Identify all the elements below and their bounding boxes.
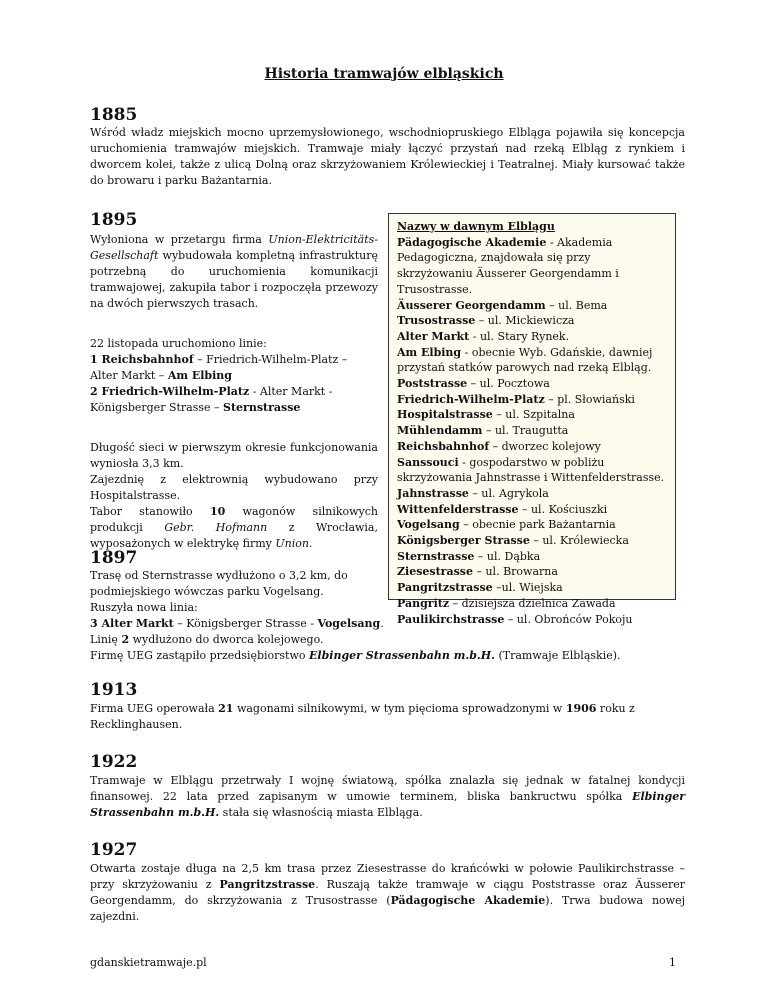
old-name: Trusostrasse <box>397 314 476 328</box>
maker-name: Gebr. Hofmann <box>164 521 268 534</box>
footer-site: gdanskietramwaje.pl <box>90 956 207 969</box>
modern-name: – dworzec kolejowy <box>489 439 601 453</box>
old-name: Paulikirchstrasse <box>397 612 505 626</box>
text-line: podmiejskiego wówczas parku Vogelsang. <box>90 585 324 598</box>
name-entry <box>397 486 667 502</box>
old-name: Sanssouci <box>397 455 459 469</box>
text: ). Trwa budowa nowej zajezdni. <box>90 894 686 923</box>
line-route: – Friedrich-Wilhelm-Platz – Alter Markt – <box>90 353 348 382</box>
old-name: Alter Markt <box>397 329 470 343</box>
line-start: 2 Friedrich-Wilhelm-Platz <box>90 385 250 398</box>
name-entry <box>397 517 667 533</box>
modern-name: – ul. Dąbka <box>474 549 541 563</box>
paragraph <box>90 773 685 821</box>
modern-name: - gospodarstwo w pobliżu skrzyżowania Jahnstrasse i Wittenfelderstrasse. <box>397 455 665 485</box>
text: . Ruszają także tramwaje w ciągu Poststrasse oraz Äusserer Georgendamm, do skrzyżowania z Trusostrasse ( <box>90 878 685 907</box>
name-entry <box>397 502 667 518</box>
modern-name: – ul. Bema <box>545 298 608 312</box>
text: wybudowała kompletną infrastrukturę potrzebną do uruchomienia komunikacji tramwajowej, zakupiła tabor i rozpoczęła przewozy na dwóch pierwszych trasach. <box>90 249 378 310</box>
text: Firma UEG operowała <box>90 702 219 715</box>
name-entry <box>397 439 667 455</box>
document-title: Historia tramwajów elbląskich <box>264 66 504 82</box>
old-name: Pädagogische Akademie <box>397 235 547 249</box>
year-heading-1922: 1922 <box>90 752 138 772</box>
old-name: Jahnstrasse <box>397 486 469 500</box>
old-name: Ziesestrasse <box>397 565 473 579</box>
text: wagonami silnikowymi, w tym pięcioma sprowadzonymi w <box>233 702 566 715</box>
old-name: Hospitalstrasse <box>397 408 493 422</box>
text: roku z Recklinghausen. <box>90 702 635 731</box>
line-number: 2 <box>121 633 130 646</box>
name-entry <box>397 298 667 314</box>
name-entry <box>397 549 667 565</box>
year-heading-1913: 1913 <box>90 680 138 700</box>
old-name: Reichsbahnhof <box>397 439 490 453</box>
old-name: Sternstrasse <box>397 549 475 563</box>
text: . <box>380 617 384 630</box>
paragraph: Długość sieci w pierwszym okresie funkcjonowania wyniosła 3,3 km. <box>90 441 378 470</box>
wagon-count: 10 <box>209 505 226 518</box>
section-1895-text <box>90 232 378 552</box>
company-name: Elbinger Strassenbahn m.b.H. <box>90 790 685 819</box>
paragraph <box>90 861 685 925</box>
old-name: Poststrasse <box>397 377 468 391</box>
modern-name: – ul. Mickiewicza <box>475 314 575 328</box>
modern-name: - ul. Stary Rynek. <box>469 329 570 343</box>
company-name: Union. <box>275 537 313 550</box>
modern-name: - Akademia Pedagogiczna, znajdowała się przy skrzyżowaniu Äusserer Georgendamm i Trusostrasse. <box>397 235 619 296</box>
line-3 <box>90 616 690 632</box>
name-entry <box>397 235 667 298</box>
paragraph: Wśród władz miejskich mocno uprzemysłowionego, wschodniopruskiego Elbląga pojawiła się koncepcja uruchomienia tramwajów miejskich. Tramwaje miały łączyć przystań nad rzeką Elbląg z rynkiem i dworcem kolei, także z ulicą Dolną oraz skrzyżowaniem Królewieckiej i Teatralnej. Miały kursować także do browaru i parku Bażantarnia. <box>90 126 685 187</box>
line-end: Sternstrasse <box>223 401 301 414</box>
modern-name: – ul. Browarna <box>472 565 558 579</box>
modern-name: – ul. Obrońców Pokoju <box>504 612 633 626</box>
modern-name: – ul. Traugutta <box>482 424 569 438</box>
text: Firmę UEG zastąpiło przedsiębiorstwo <box>90 649 310 662</box>
modern-name: – ul. Szpitalna <box>492 408 575 422</box>
old-name: Wittenfelderstrasse <box>397 502 519 516</box>
section-1897-text <box>90 568 690 664</box>
page-number: 1 <box>669 956 676 969</box>
name-entry <box>397 392 667 408</box>
box-title: Nazwy w dawnym Elblągu <box>397 220 555 233</box>
wagon-count: 21 <box>218 702 234 715</box>
text: Wyłoniona w przetargu firma <box>90 233 269 246</box>
text: Linię <box>90 633 122 646</box>
text: Tabor stanowiło <box>90 505 210 518</box>
old-name: Königsberger Strasse <box>397 534 530 548</box>
text: wydłużono do dworca kolejowego. <box>129 633 324 646</box>
line-end: Am Elbing <box>167 369 232 382</box>
year-heading-1927: 1927 <box>90 840 138 860</box>
paragraph: Zajezdnię z elektrownią wybudowano przy Hospitalstrasse. <box>90 473 378 502</box>
modern-name: – dzisiejsza dzielnica Zawada <box>449 596 616 610</box>
old-name: Am Elbing <box>397 345 462 359</box>
modern-name: – ul. Pocztowa <box>467 377 550 391</box>
section-1885-text <box>90 125 685 189</box>
year-heading-1897: 1897 <box>90 548 138 568</box>
name-entry <box>397 423 667 439</box>
text: z Wrocławia, wyposażonych w elektrykę firmy <box>90 521 378 550</box>
section-1922-text <box>90 773 685 821</box>
company-name: Elbinger Strassenbahn m.b.H. <box>309 649 495 662</box>
line-end: Vogelsang <box>317 617 381 630</box>
year-heading-1895: 1895 <box>90 210 138 230</box>
modern-name: –ul. Wiejska <box>492 581 563 595</box>
name-entry <box>397 345 667 376</box>
modern-name: – ul. Agrykola <box>468 486 549 500</box>
name-entry <box>397 533 667 549</box>
text-line <box>90 632 690 648</box>
text-line <box>90 648 690 664</box>
text-line: Ruszyła nowa linia: <box>90 601 198 614</box>
name-entry <box>397 455 667 486</box>
modern-name: – pl. Słowiański <box>544 392 635 406</box>
line-route: – Königsberger Strasse - <box>173 617 318 630</box>
line-start: 1 Reichsbahnhof <box>90 353 194 366</box>
text: (Tramwaje Elbląskie). <box>494 649 621 662</box>
text: stała się własnością miasta Elbląga. <box>219 806 423 819</box>
line-1 <box>90 352 378 384</box>
name-entry <box>397 376 667 392</box>
company-name: Union-Elektricitäts-Gesellschaft <box>90 233 378 262</box>
section-1913-text <box>90 701 650 733</box>
paragraph <box>90 701 650 733</box>
line-list-intro: 22 listopada uruchomiono linie: <box>90 337 267 350</box>
text: Otwarta zostaje długa na 2,5 km trasa przez Ziesestrasse do krańcówki w połowie Paulikirchstrasse – przy skrzyżowaniu z <box>90 862 685 891</box>
paragraph <box>90 504 378 552</box>
text: Tramwaje w Elblągu przetrwały I wojnę światową, spółka znalazła się jednak w fatalnej kondycji finansowej. 22 lata przed zapisanym w umowie terminem, bliska bankructwu spółka <box>90 774 685 803</box>
old-name: Pangritzstrasse <box>397 581 493 595</box>
year-value: 1906 <box>565 702 597 715</box>
year-heading-1885: 1885 <box>90 105 138 125</box>
paragraph <box>90 232 378 312</box>
line-start: 3 Alter Markt <box>90 617 174 630</box>
modern-name: - obecnie Wyb. Gdańskie, dawniej przystań statków parowych nad rzeką Elbląg. <box>397 345 653 375</box>
name-entry <box>397 313 667 329</box>
old-name: Friedrich-Wilhelm-Platz <box>397 392 545 406</box>
text: wagonów silnikowych produkcji <box>90 505 378 534</box>
modern-name: – obecnie park Bażantarnia <box>459 518 616 532</box>
street-name: Pangritzstrasse <box>219 878 316 891</box>
old-name: Mühlendamm <box>397 424 483 438</box>
line-route: - Alter Markt - Königsberger Strasse – <box>90 385 333 414</box>
old-name: Pangritz <box>397 596 450 610</box>
name-entry <box>397 329 667 345</box>
section-1927-text <box>90 861 685 925</box>
modern-name: – ul. Kościuszki <box>518 502 608 516</box>
name-entry <box>397 407 667 423</box>
old-name: Vogelsang <box>397 518 460 532</box>
old-names-box <box>388 213 676 626</box>
modern-name: – ul. Królewiecka <box>529 534 629 548</box>
text-line: Trasę od Sternstrasse wydłużono o 3,2 km, do <box>90 569 348 582</box>
place-name: Pädagogische Akademie <box>390 894 546 907</box>
old-name: Äusserer Georgendamm <box>397 298 546 312</box>
line-2 <box>90 384 378 416</box>
